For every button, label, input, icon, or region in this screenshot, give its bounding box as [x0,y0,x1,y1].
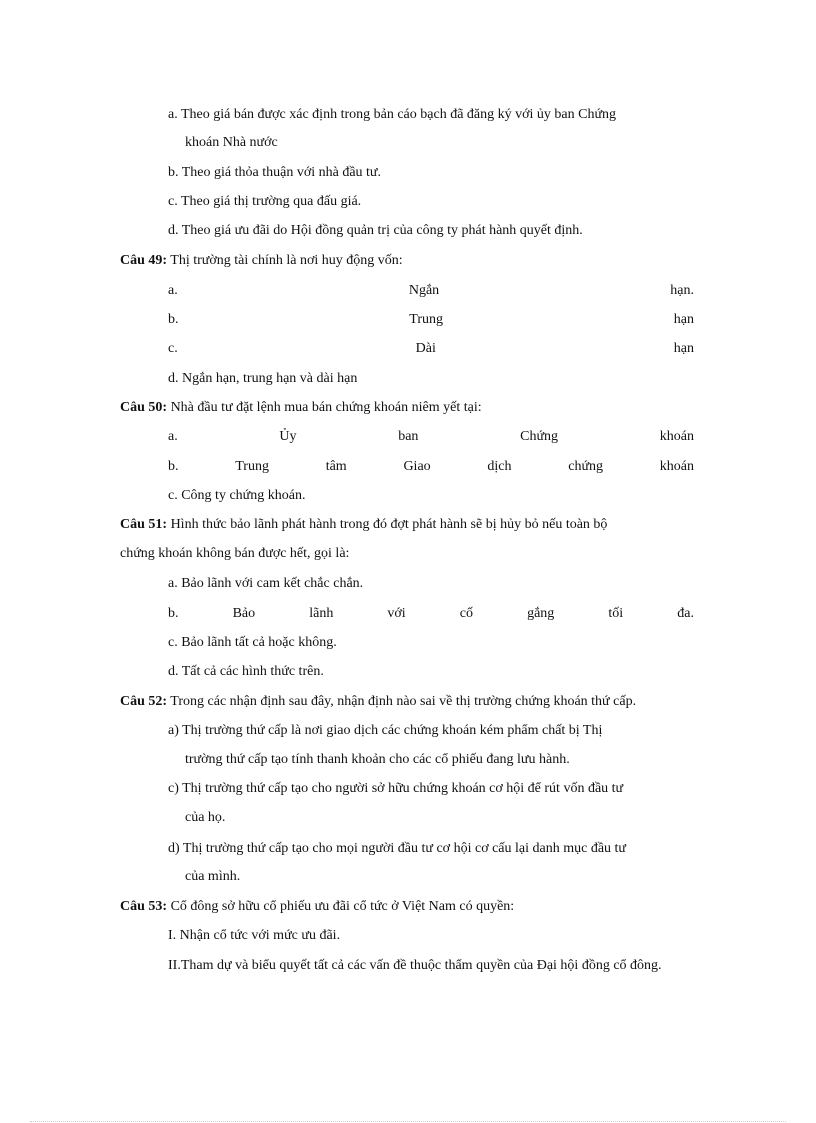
q49-option-a-word: Ngắn [408,283,440,298]
q51-option-b-word: cố [459,606,473,621]
q49-option-a-word: hạn. [670,283,694,298]
q50-option-b-word: dịch [487,459,512,474]
q49-option-b [168,311,694,329]
q51-option-b-word: với [387,606,406,621]
q51-option-b-word: lãnh [309,606,334,621]
q52-option-c-line2: của họ. [185,810,226,825]
q51-option-b-word: tối [608,606,624,621]
option-d: d. Theo giá ưu đãi do Hội đồng quản trị của công ty phát hành quyết định. [168,223,583,238]
question-52-label: Câu 52: [120,694,168,709]
q49-option-b-word: hạn [673,312,694,327]
q50-option-b-word: Giao [403,459,431,474]
q50-option-b-word: chứng [568,459,604,474]
question-51-text: Hình thức bảo lãnh phát hành trong đó đợt phát hành sẽ bị hủy bỏ nếu toàn bộ [167,517,608,532]
q51-option-a: a. Bảo lãnh với cam kết chắc chắn. [168,576,364,591]
option-c: c. Theo giá thị trường qua đấu giá. [168,194,362,209]
q49-option-a-word: a. [168,283,178,298]
question-52 [120,693,636,711]
q52-option-a-line2: trường thứ cấp tạo tính thanh khoản cho các cổ phiếu đang lưu hành. [185,752,570,767]
q49-option-b-word: Trung [409,312,443,327]
question-53-label: Câu 53: [120,899,168,914]
question-49-label: Câu 49: [120,253,168,268]
question-51-label: Câu 51: [120,517,168,532]
option-a-line2: khoán Nhà nước [185,135,278,150]
question-52-text: Trong các nhận định sau đây, nhận định nào sai về thị trường chứng khoán thứ cấp. [167,694,637,709]
q51-option-b-word: đa. [677,606,694,621]
q50-option-a-word: khoán [659,429,694,444]
q52-option-a-line1: a) Thị trường thứ cấp là nơi giao dịch các chứng khoán kém phẩm chất bị Thị [168,723,603,738]
page-bottom-rule [30,1121,786,1122]
q51-option-d: d. Tất cả các hình thức trên. [168,664,324,679]
q52-option-d-line2: của mình. [185,869,241,884]
q49-option-c-word: Dài [415,341,436,356]
question-53 [120,898,514,916]
q50-option-a-word: Chứng [520,429,559,444]
q50-option-a-word: a. [168,429,178,444]
q50-option-a [168,428,694,446]
option-b: b. Theo giá thỏa thuận với nhà đầu tư. [168,165,382,180]
q50-option-a-word: ban [398,429,419,444]
q50-option-a-word: Ủy [279,429,297,444]
q50-option-b-word: tâm [325,459,347,474]
question-53-text: Cổ đông sở hữu cổ phiếu ưu đãi cổ tức ở Việt Nam có quyền: [167,899,515,914]
q51-option-b-word: b. [168,606,179,621]
q51-option-c: c. Bảo lãnh tất cả hoặc không. [168,635,337,650]
q50-option-b-word: b. [168,459,179,474]
q51-option-b-word: Bảo [232,606,256,621]
question-51-text-line2: chứng khoán không bán được hết, gọi là: [120,546,350,561]
q49-option-b-word: b. [168,312,179,327]
q53-right-1: I. Nhận cổ tức với mức ưu đãi. [168,928,341,943]
q53-right-2: II.Tham dự và biểu quyết tất cả các vấn đề thuộc thẩm quyền của Đại hội đồng cổ đông. [168,958,662,973]
question-50-label: Câu 50: [120,400,168,415]
q50-option-b [168,458,694,476]
q51-option-b-word: gắng [527,606,555,621]
q49-option-c-word: hạn [673,341,694,356]
q49-option-c-word: c. [168,341,178,356]
q49-option-c [168,340,694,358]
q49-option-d: d. Ngắn hạn, trung hạn và dài hạn [168,371,358,386]
option-a-line1: a. Theo giá bán được xác định trong bản cáo bạch đã đăng ký với ủy ban Chứng [168,107,617,122]
q50-option-c: c. Công ty chứng khoán. [168,488,306,503]
q49-option-a [168,282,694,300]
q52-option-d-line1: d) Thị trường thứ cấp tạo cho mọi người đầu tư cơ hội cơ cấu lại danh mục đầu tư [168,841,627,856]
question-51 [120,516,607,534]
question-50 [120,399,482,417]
q52-option-c-line1: c) Thị trường thứ cấp tạo cho người sở hữu chứng khoán cơ hội để rút vốn đầu tư [168,781,624,796]
q51-option-b [168,605,694,623]
question-50-text: Nhà đầu tư đặt lệnh mua bán chứng khoán niêm yết tại: [167,400,482,415]
q50-option-b-word: khoán [659,459,694,474]
question-49-text: Thị trường tài chính là nơi huy động vốn: [167,253,403,268]
question-49 [120,252,403,270]
q50-option-b-word: Trung [235,459,269,474]
